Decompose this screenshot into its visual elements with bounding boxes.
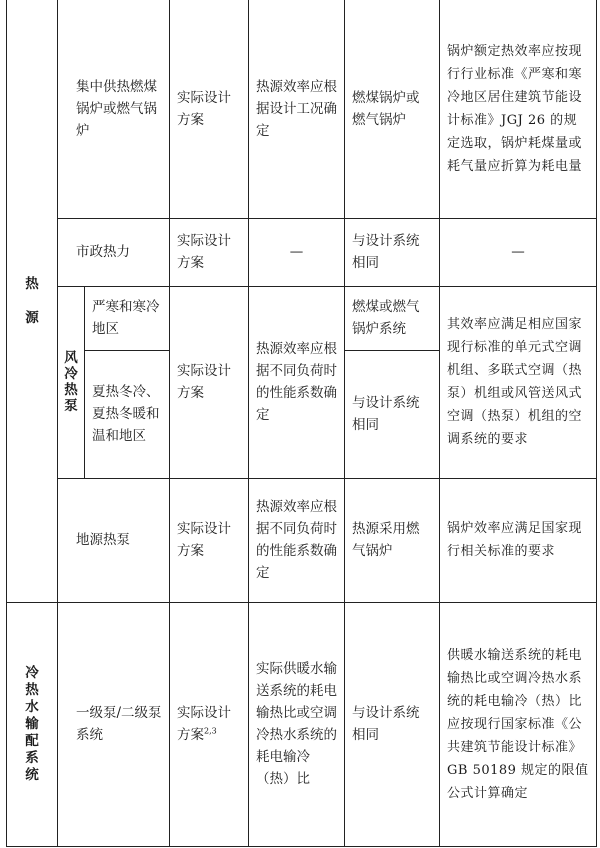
- note-cell: 锅炉效率应满足国家现行相关标准的要求: [440, 478, 597, 602]
- subsystem-cell: 夏热冬冷、夏热冬暖和温和地区: [85, 350, 170, 478]
- reference-cell: 热源采用燃气锅炉: [345, 478, 440, 602]
- system-cell: 地源热泵: [58, 478, 170, 602]
- reference-cell: 燃煤或燃气锅炉系统: [345, 286, 440, 350]
- note-cell: 供暖水输送系统的耗电输热比或空调冷热水系统的耗电输冷（热）比应按现行国家标准《公共建筑节能设计标准》GB 50189 规定的限值公式计算确定: [440, 602, 597, 846]
- note-cell: —: [440, 218, 597, 286]
- design-cell: 实际设计方案: [170, 286, 249, 478]
- row-group-label-distribution: 冷热水输配系统: [7, 602, 58, 846]
- design-cell: 实际设计方案: [170, 218, 249, 286]
- table-row: [7, 0, 597, 218]
- criterion-cell: 热源效率应根据设计工况确定: [249, 0, 345, 218]
- system-cell: 集中供热燃煤锅炉或燃气锅炉: [58, 0, 170, 218]
- row-group-label-heat-source: 热源: [7, 0, 58, 602]
- design-cell: 实际设计方案: [170, 478, 249, 602]
- table-row: [7, 478, 597, 602]
- system-cell: 市政热力: [58, 218, 170, 286]
- criterion-cell: —: [249, 218, 345, 286]
- note-cell: 锅炉额定热效率应按现行行业标准《严寒和寒冷地区居住建筑节能设计标准》JGJ 26 的规定选取，锅炉耗煤量或耗气量应折算为耗电量: [440, 0, 597, 218]
- design-cell: 实际设计方案$^{2,3}$: [170, 602, 249, 846]
- criterion-cell: 热源效率应根据不同负荷时的性能系数确定: [249, 286, 345, 478]
- reference-cell: 与设计系统相同: [345, 602, 440, 846]
- standards-table: [6, 0, 597, 847]
- table-row: [7, 218, 597, 286]
- system-cell: 一级泵/二级泵系统: [58, 602, 170, 846]
- design-cell: 实际设计方案: [170, 0, 249, 218]
- criterion-cell: 实际供暖水输送系统的耗电输热比或空调冷热水系统的耗电输冷（热）比: [249, 602, 345, 846]
- subsystem-cell: 严寒和寒冷地区: [85, 286, 170, 350]
- note-cell: 其效率应满足相应国家现行标准的单元式空调机组、多联式空调（热泵）机组或风管送风式空调（热泵）机组的空调系统的要求: [440, 286, 597, 478]
- reference-cell: 燃煤锅炉或燃气锅炉: [345, 0, 440, 218]
- heat-pump-group-label: 风冷热泵: [58, 286, 85, 478]
- table-row: [7, 602, 597, 846]
- reference-cell: 与设计系统相同: [345, 218, 440, 286]
- footnote-marker: 2,3: [204, 726, 217, 736]
- reference-cell: 与设计系统相同: [345, 350, 440, 478]
- table-row: [7, 286, 597, 350]
- criterion-cell: 热源效率应根据不同负荷时的性能系数确定: [249, 478, 345, 602]
